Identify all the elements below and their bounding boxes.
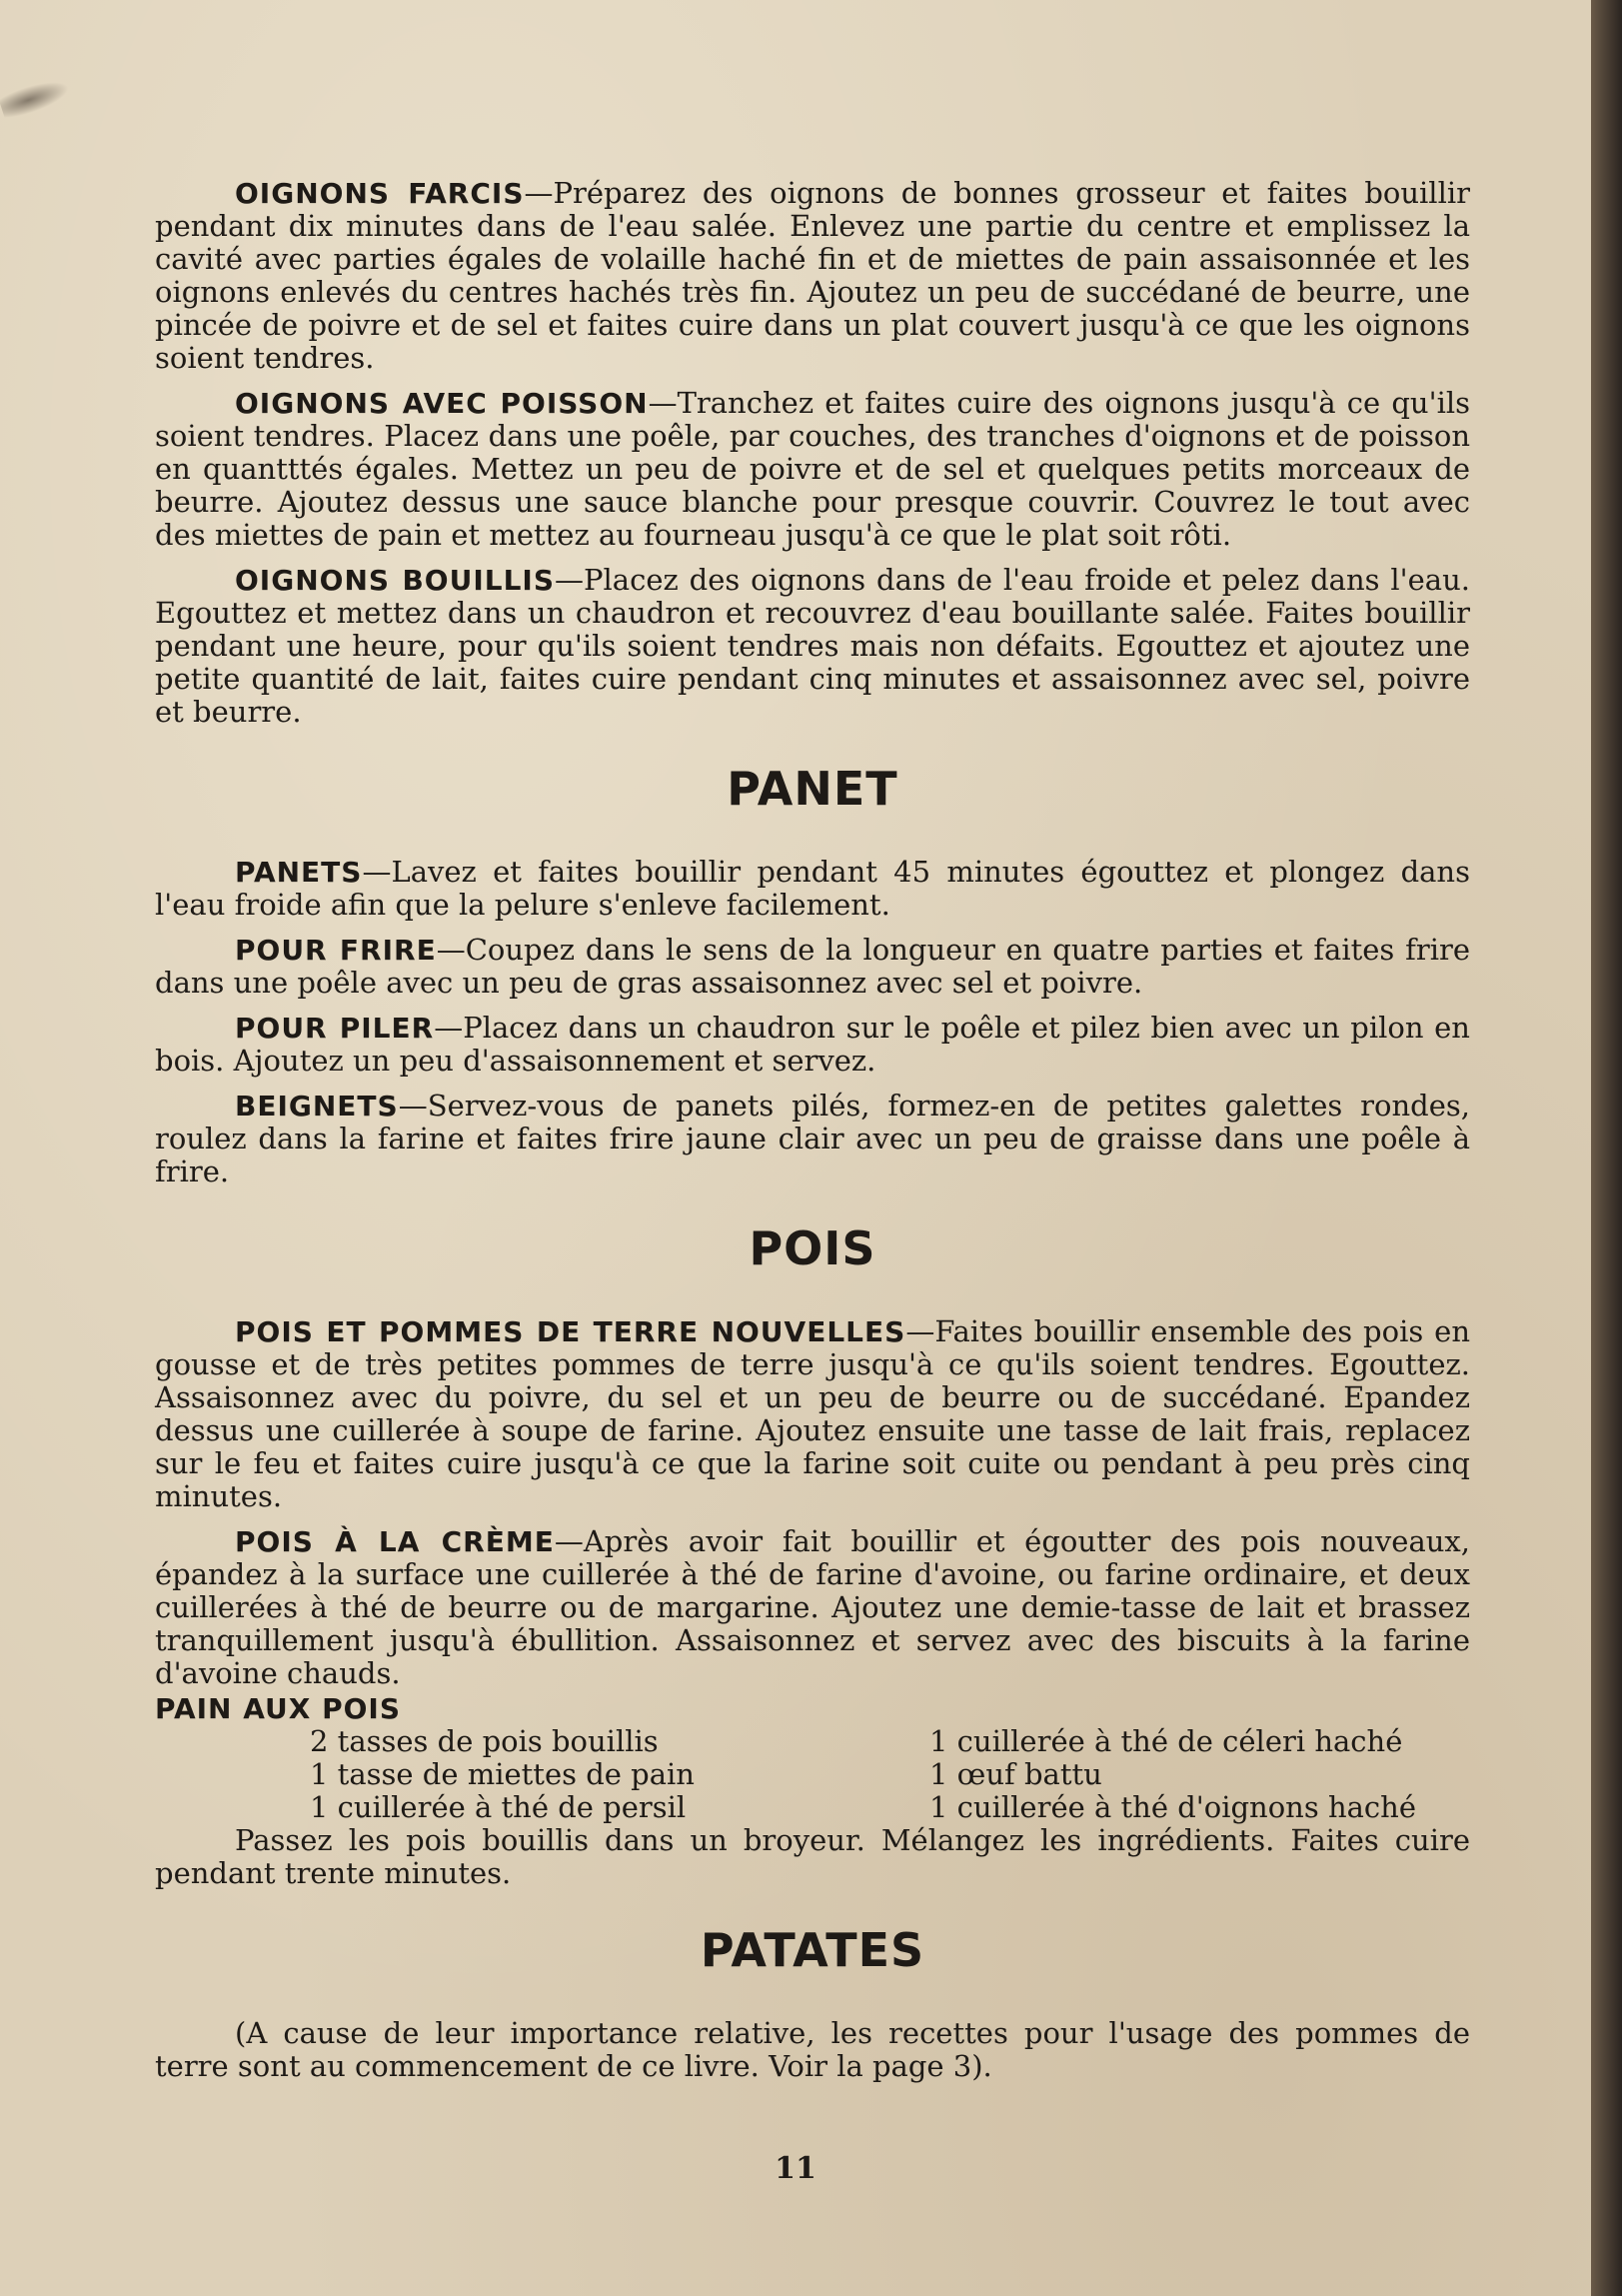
recipe-beignets	[155, 1090, 1470, 1188]
ingredient-column-left	[310, 1725, 929, 1824]
recipe-lead: PANETS	[235, 856, 363, 889]
recipe-text: —Tranchez et faites cuire des oignons jusqu'à ce qu'ils soient tendres. Placez dans une poêle, par couches, des tranches d'oignons et de poisson en quantttés égales. Mettez un peu de poivre et de sel et quelques petits morceaux de beurre. Ajoutez dessus une sauce blanche pour presque couvrir. Couvrez le tout avec des miettes de pain et mettez au fourneau jusqu'à ce que le plat soit rôti.	[155, 386, 1471, 552]
recipe-text: —Servez-vous de panets pilés, formez-en de petites galettes rondes, roulez dans la farine et faites frire jaune clair avec un peu de graisse dans une poêle à frire.	[155, 1089, 1470, 1188]
recipe-text: —Lavez et faites bouillir pendant 45 minutes égouttez et plongez dans l'eau froide afin que la pelure s'enleve facilement.	[155, 855, 1470, 922]
recipe-lead: POIS À LA CRÈME	[235, 1525, 555, 1558]
section-title-pois: POIS	[749, 1221, 876, 1275]
recipe-text: —Faites bouillir ensemble des pois en gousse et de très petites pommes de terre jusqu'à ce qu'ils soient tendres. Egouttez. Assaisonnez avec du poivre, du sel et un peu de beurre ou de succédané. Epandez dessus une cuillerée à soupe de farine. Ajoutez ensuite une tasse de lait frais, replacez sur le feu et faites cuire jusqu'à ce que la farine soit cuite ou pendant à peu près cinq minutes.	[155, 1314, 1470, 1513]
recipe-text: —Coupez dans le sens de la longueur en quatre parties et faites frire dans une poêle avec un peu de gras assaisonnez avec sel et poivre.	[155, 933, 1470, 1000]
recipe-panets	[155, 856, 1470, 922]
recipe-lead: POUR FRIRE	[235, 934, 437, 967]
page-number: 11	[775, 2151, 816, 2186]
recipe-text: —Placez dans un chaudron sur le poêle et pilez bien avec un pilon en bois. Ajoutez un peu d'assaisonnement et servez.	[155, 1011, 1470, 1078]
recipe-pois-a-la-creme	[155, 1525, 1470, 1690]
recipe-lead: BEIGNETS	[235, 1090, 399, 1123]
recipe-pour-piler	[155, 1012, 1470, 1078]
ingredient-list	[310, 1725, 1470, 1824]
recipe-lead: POUR PILER	[235, 1012, 435, 1045]
page-content	[155, 177, 1470, 2083]
recipe-lead: OIGNONS FARCIS	[235, 177, 525, 210]
recipe-pois-et-pommes-de-terre	[155, 1315, 1470, 1513]
recipe-oignons-avec-poisson	[155, 387, 1470, 552]
ingredient-column-right	[929, 1725, 1470, 1824]
book-spine-edge	[1591, 0, 1622, 2296]
recipe-pour-frire	[155, 934, 1470, 1000]
section-title-panet: PANET	[727, 762, 898, 816]
recipe-method: Passez les pois bouillis dans un broyeur. Mélangez les ingrédients. Faites cuire pendant trente minutes.	[155, 1823, 1470, 1890]
ingredient: 1 œuf battu	[929, 1757, 1102, 1791]
recipe-lead: POIS ET POMMES DE TERRE NOUVELLES	[235, 1315, 906, 1348]
page-smudge	[0, 75, 72, 121]
section-title-patates: PATATES	[700, 1923, 925, 1977]
recipe-lead: OIGNONS AVEC POISSON	[235, 387, 649, 420]
recipe-text: —Placez des oignons dans de l'eau froide et pelez dans l'eau. Egouttez et mettez dans un chaudron et recouvrez d'eau bouillante salée. Faites bouillir pendant une heure, pour qu'ils soient tendres mais non défaits. Egouttez et ajoutez une petite quantité de lait, faites cuire pendant cinq minutes et assaisonnez avec sel, poivre et beurre.	[155, 563, 1470, 729]
recipe-text: —Après avoir fait bouillir et égoutter des pois nouveaux, épandez à la surface une cuillerée à thé de farine d'avoine, ou farine ordinaire, et deux cuillerées à thé de beurre ou de margarine. Ajoutez une demie-tasse de lait et brassez tranquillement jusqu'à ébullition. Assaisonnez et servez avec des biscuits à la farine d'avoine chauds.	[155, 1524, 1470, 1690]
ingredient: 2 tasses de pois bouillis	[310, 1724, 659, 1758]
patates-note: (A cause de leur importance relative, les recettes pour l'usage des pommes de terre sont au commencement de ce livre. Voir la page 3).	[155, 2016, 1470, 2083]
subheading-pain-aux-pois: PAIN AUX POIS	[155, 1692, 402, 1725]
recipe-oignons-bouillis	[155, 564, 1470, 729]
recipe-lead: OIGNONS BOUILLIS	[235, 564, 556, 597]
ingredient: 1 cuillerée à thé de persil	[310, 1790, 687, 1824]
ingredient: 1 tasse de miettes de pain	[310, 1757, 695, 1791]
recipe-oignons-farcis	[155, 177, 1470, 375]
ingredient: 1 cuillerée à thé de céleri haché	[929, 1724, 1403, 1758]
recipe-text: —Préparez des oignons de bonnes grosseur et faites bouillir pendant dix minutes dans de l'eau salée. Enlevez une partie du centre et emplissez la cavité avec parties égales de volaille haché fin et de miettes de pain assaisonnée et les oignons enlevés du centres hachés très fin. Ajoutez un peu de succédané de beurre, une pincée de poivre et de sel et faites cuire dans un plat couvert jusqu'à ce que les oignons soient tendres.	[155, 176, 1470, 375]
ingredient: 1 cuillerée à thé d'oignons haché	[929, 1790, 1416, 1824]
